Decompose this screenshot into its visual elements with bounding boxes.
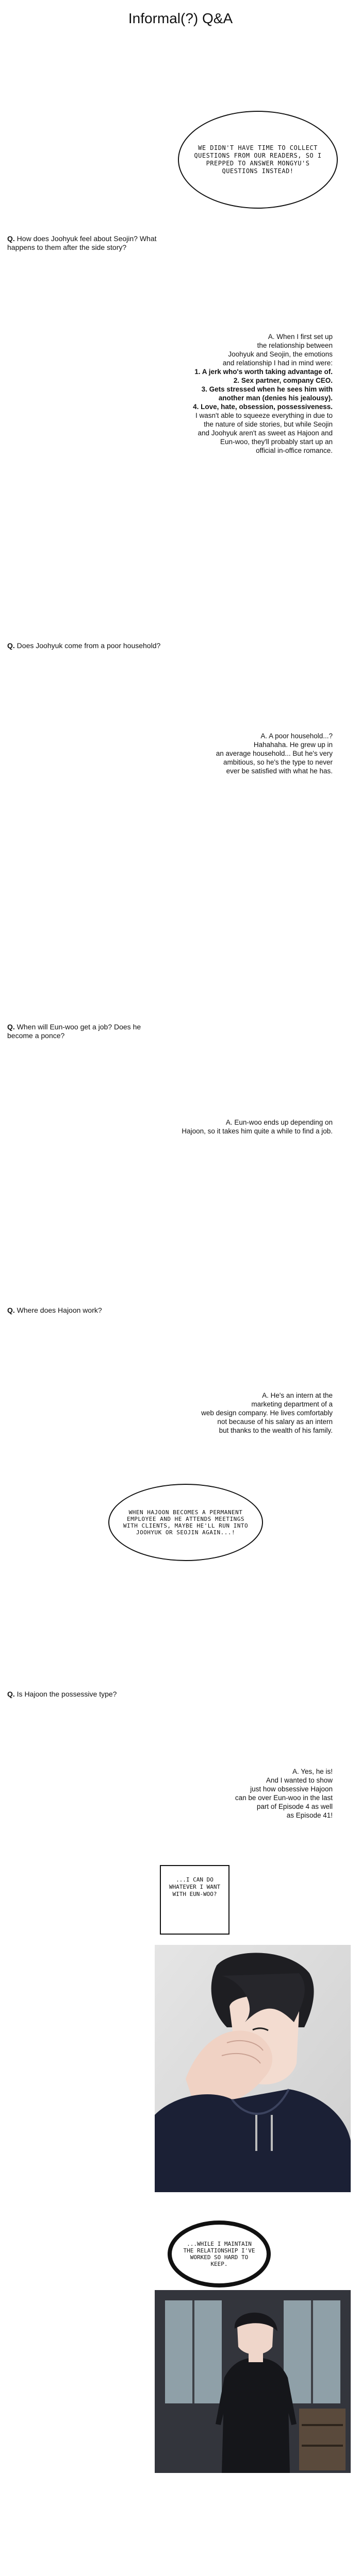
answer-line: And I wanted to show [266, 1776, 333, 1784]
question-label: Q. [7, 1023, 15, 1031]
question-label: Q. [7, 1306, 15, 1314]
question-text: When will Eun-woo get a job? Does he become a ponce? [7, 1023, 141, 1040]
answer-line: 4. Love, hate, obsession, possessiveness. [193, 403, 333, 411]
answer-line: ever be satisfied with what he has. [226, 767, 333, 775]
panel2-speech-bubble [168, 2221, 271, 2287]
answer-line: another man (denies his jealousy). [218, 394, 333, 402]
answer-line: Joohyuk and Seojin, the emotions [228, 350, 333, 358]
answer-line: Hajoon, so it takes him quite a while to find a job. [182, 1127, 333, 1135]
answer-1 [126, 332, 333, 455]
answer-line: 3. Gets stressed when he sees him with [201, 385, 333, 393]
panel2-bubble-text: ...WHILE I MAINTAIN THE RELATIONSHIP I'VE WORKED SO HARD TO KEEP. [172, 2225, 267, 2283]
question-text: Does Joohyuk come from a poor household? [17, 641, 161, 650]
man-hand-on-face-illustration [155, 1945, 351, 2192]
question-label: Q. [7, 641, 15, 650]
answer-2 [126, 732, 333, 775]
answer-line: and relationship I had in mind were: [222, 359, 333, 367]
answer-line: can be over Eun-woo in the last [235, 1794, 333, 1802]
answer-line: part of Episode 4 as well [256, 1803, 333, 1810]
answer-line: A. Eun-woo ends up depending on [225, 1118, 333, 1126]
answer-line: official in-office romance. [256, 447, 333, 454]
intro-speech-bubble: WE DIDN'T HAVE TIME TO COLLECT QUESTIONS FROM OUR READERS, SO I PREPPED TO ANSWER MONGYU'S QUESTIONS INSTEAD! [178, 111, 338, 209]
question-4 [7, 1306, 265, 1315]
answer-5 [126, 1767, 333, 1820]
answer-3 [116, 1118, 333, 1136]
question-label: Q. [7, 234, 15, 243]
answer-line: the nature of side stories, but while Seojin [204, 420, 333, 428]
question-5 [7, 1690, 265, 1699]
panel1-caption-box: ...I CAN DO WHATEVER I WANT WITH EUN-WOO? [160, 1865, 229, 1935]
question-text: How does Joohyuk feel about Seojin? What happens to them after the side story? [7, 234, 157, 251]
answer-line: A. When I first set up [268, 333, 333, 341]
answer-line: A. A poor household...? [260, 732, 333, 740]
answer-line: an average household... But he's very [216, 750, 333, 757]
answer-line: ambitious, so he's the type to never [223, 758, 333, 766]
man-standing-room-illustration [155, 2290, 351, 2473]
answer-line: web design company. He lives comfortably [201, 1409, 333, 1417]
question-label: Q. [7, 1690, 15, 1698]
answer-line: Hahahaha. He grew up in [253, 741, 333, 749]
answer-line: the relationship between [257, 342, 333, 349]
answer-line: not because of his salary as an intern [217, 1418, 333, 1426]
answer-line: as Episode 41! [286, 1811, 333, 1819]
comic-panel-2 [155, 2290, 351, 2473]
answer-line: 2. Sex partner, company CEO. [233, 377, 333, 384]
question-3 [7, 1023, 162, 1040]
answer-line: but thanks to the wealth of his family. [219, 1427, 333, 1434]
page-title: Informal(?) Q&A [128, 10, 233, 26]
question-2 [7, 641, 265, 650]
hajoon-speech-bubble: WHEN HAJOON BECOMES A PERMANENT EMPLOYEE AND HE ATTENDS MEETINGS WITH CLIENTS, MAYBE HE'LL RUN INTO JOOHYUK OR SEOJIN AGAIN...! [108, 1484, 263, 1561]
answer-line: I wasn't able to squeeze everything in due to [195, 412, 333, 419]
answer-4 [116, 1391, 333, 1435]
question-1 [7, 234, 162, 252]
question-text: Where does Hajoon work? [17, 1306, 102, 1314]
comic-panel-1 [155, 1945, 351, 2192]
answer-line: and Joohyuk aren't as sweet as Hajoon and [198, 429, 333, 437]
answer-line: just how obsessive Hajoon [250, 1785, 333, 1793]
question-text: Is Hajoon the possessive type? [17, 1690, 117, 1698]
answer-line: 1. A jerk who's worth taking advantage of. [194, 368, 333, 376]
answer-line: Eun-woo, they'll probably start up an [220, 438, 333, 446]
answer-line: marketing department of a [251, 1400, 333, 1408]
answer-line: A. Yes, he is! [292, 1768, 333, 1775]
answer-line: A. He's an intern at the [262, 1392, 333, 1399]
